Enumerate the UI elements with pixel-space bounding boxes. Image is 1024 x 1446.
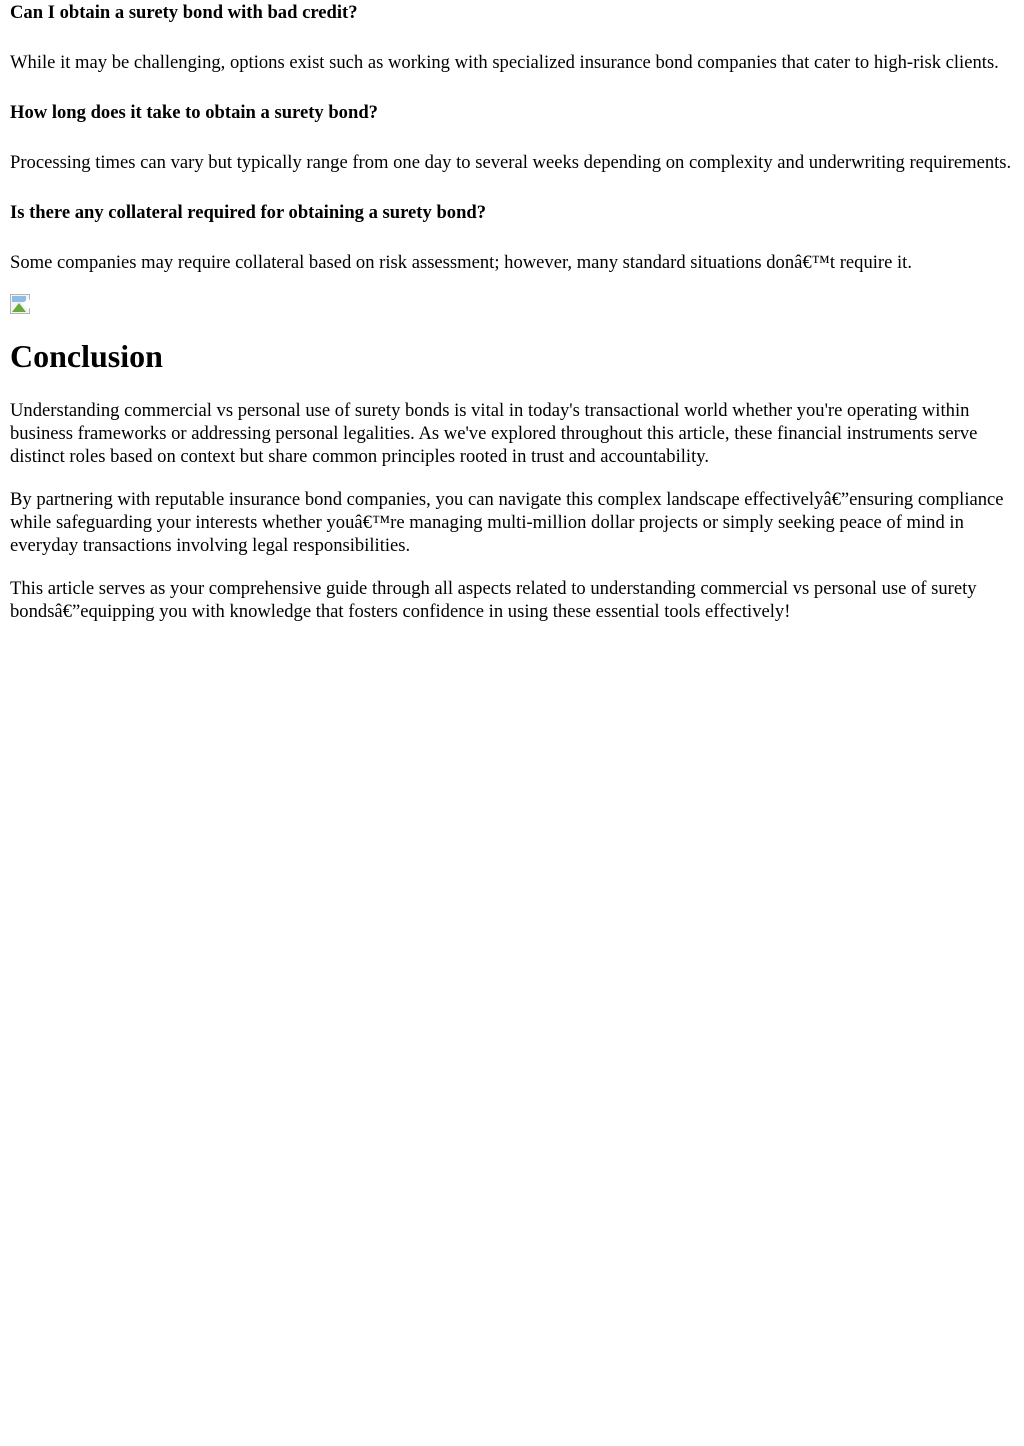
conclusion-paragraph: By partnering with reputable insurance bond companies, you can navigate this complex landscape effectivelyâ€”ensuring compliance while safeguarding your interests whether youâ€™re managing multi-million dollar projects or simply seeking peace of mind in everyday transactions involving legal responsibilities.	[10, 489, 1004, 556]
faq-answer: Some companies may require collateral based on risk assessment; however, many standard situations donâ€™t require it.	[10, 252, 912, 273]
faq-question: Is there any collateral required for obtaining a surety bond?	[10, 202, 487, 223]
article-page	[0, 0, 1024, 623]
section-heading: Conclusion	[10, 338, 163, 374]
faq-answer: While it may be challenging, options exist such as working with specialized insurance bond companies that cater to high-risk clients.	[10, 52, 999, 73]
conclusion-paragraph: Understanding commercial vs personal use of surety bonds is vital in today's transactional world whether you're operating within business frameworks or addressing personal legalities. As we've explored throughout this article, these financial instruments serve distinct roles based on context but share common principles rooted in trust and accountability.	[10, 400, 978, 467]
faq-section	[10, 0, 1014, 274]
conclusion-section	[10, 338, 1014, 623]
faq-answer: Processing times can vary but typically range from one day to several weeks depending on complexity and underwriting requirements.	[10, 152, 1012, 173]
conclusion-paragraph: This article serves as your comprehensive guide through all aspects related to understanding commercial vs personal use of surety bondsâ€”equipping you with knowledge that fosters confidence in using these essential tools effectively!	[10, 578, 977, 622]
broken-image-icon	[10, 294, 30, 314]
faq-question: Can I obtain a surety bond with bad credit?	[10, 2, 358, 23]
faq-question: How long does it take to obtain a surety bond?	[10, 102, 378, 123]
